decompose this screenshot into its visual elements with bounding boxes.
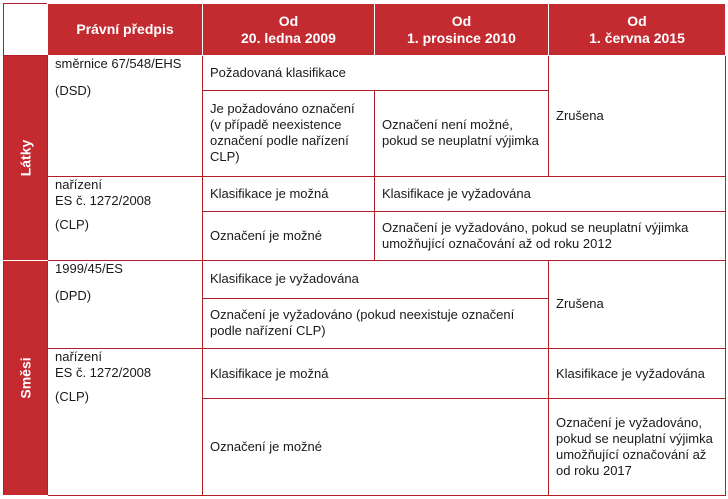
cell-clp-substances-classification-2010: Klasifikace je vyžadována <box>375 177 726 212</box>
header-corner <box>4 4 48 56</box>
source-dpd <box>48 260 203 349</box>
section-substances-text: Látky <box>17 139 34 177</box>
source-clp-line2: ES č. 1272/2008 <box>55 365 152 381</box>
table-row <box>4 260 726 298</box>
source-dsd-name: směrnice 67/548/EHS <box>55 56 182 72</box>
source-dsd <box>48 56 203 177</box>
source-dpd-abbr: (DPD) <box>55 287 92 303</box>
cell-clp-substances-classification-2009: Klasifikace je možná <box>203 177 375 212</box>
header-row <box>4 4 726 56</box>
source-clp-substances <box>48 177 203 260</box>
source-clp-line2: ES č. 1272/2008 <box>55 193 152 209</box>
cell-dpd-repealed: Zrušena <box>549 260 726 349</box>
cell-dsd-repealed: Zrušena <box>549 56 726 177</box>
cell-clp-mixtures-labelling-2015: Označení je vyžadováno, pokud se neuplatní výjimka umožňující označování až od roku 2017 <box>549 399 726 496</box>
cell-clp-substances-labelling-2009: Označení je možné <box>203 212 375 260</box>
cell-dsd-classification: Požadovaná klasifikace <box>203 56 549 90</box>
source-clp-mixtures <box>48 349 203 496</box>
source-clp-abbr: (CLP) <box>55 389 89 405</box>
cell-clp-mixtures-labelling: Označení je možné <box>203 399 549 496</box>
source-clp-line1: nařízení <box>55 177 102 193</box>
header-from-label: Od <box>278 12 299 29</box>
header-from-2009 <box>203 4 375 56</box>
header-date-label: 20. ledna 2009 <box>241 29 336 46</box>
section-mixtures-text: Směsi <box>17 357 34 399</box>
header-date-label: 1. června 2015 <box>589 29 685 46</box>
source-clp-abbr: (CLP) <box>55 217 89 233</box>
source-dpd-name: 1999/45/ES <box>55 260 123 276</box>
cell-clp-mixtures-classification: Klasifikace je možná <box>203 349 549 399</box>
cell-dsd-labelling-2010: Označení není možné, pokud se neuplatní výjimka <box>375 90 549 177</box>
header-legal-regulation-label: Právní předpis <box>76 21 174 38</box>
header-date-label: 1. prosince 2010 <box>407 29 516 46</box>
cell-clp-substances-labelling-2010: Označení je vyžadováno, pokud se neuplatní výjimka umožňující označování až od roku 2012 <box>375 212 726 260</box>
table-row <box>4 56 726 90</box>
regulation-timeline-table <box>3 3 726 496</box>
header-from-2010 <box>375 4 549 56</box>
cell-dpd-classification: Klasifikace je vyžadována <box>203 260 549 298</box>
cell-clp-mixtures-classification-2015: Klasifikace je vyžadována <box>549 349 726 399</box>
header-from-2015 <box>549 4 726 56</box>
cell-dpd-labelling: Označení je vyžadováno (pokud neexistuje označení podle nařízení CLP) <box>203 298 549 348</box>
header-from-label: Od <box>627 12 647 29</box>
source-clp-line1: nařízení <box>55 349 102 365</box>
header-from-label: Od <box>451 12 472 29</box>
section-label-substances <box>4 56 48 260</box>
header-legal-regulation <box>48 4 203 56</box>
table-row <box>4 349 726 399</box>
cell-dsd-labelling-2009: Je požadováno označení (v případě neexistence označení podle nařízení CLP) <box>203 90 375 177</box>
source-dsd-abbr: (DSD) <box>55 83 92 99</box>
table-row <box>4 177 726 212</box>
section-label-mixtures <box>4 260 48 495</box>
